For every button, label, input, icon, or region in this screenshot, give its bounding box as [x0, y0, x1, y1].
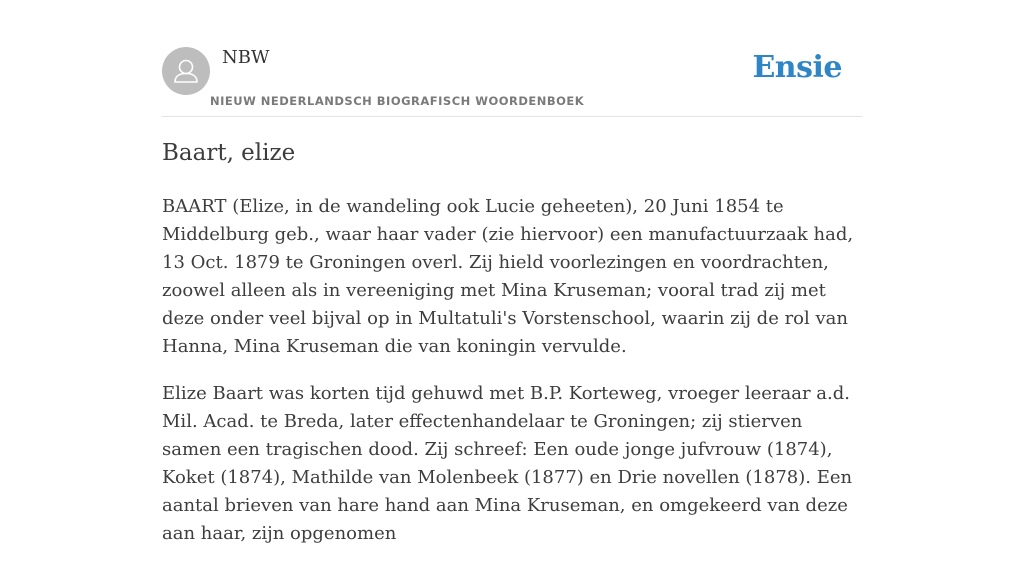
- user-icon: [162, 47, 210, 95]
- article-title: Baart, elize: [162, 140, 296, 166]
- source-avatar[interactable]: [162, 47, 210, 95]
- article-body: [162, 193, 862, 567]
- source-name[interactable]: NBW: [222, 47, 270, 68]
- source-full-name: NIEUW NEDERLANDSCH BIOGRAFISCH WOORDENBOEK: [210, 94, 585, 108]
- brand-logo[interactable]: Ensie: [752, 50, 842, 85]
- article-paragraph: BAART (Elize, in de wandeling ook Lucie geheeten), 20 Juni 1854 te Middelburg geb., waar haar vader (zie hiervoor) een manufactuurzaak had, 13 Oct. 1879 te Groningen overl. Zij hield voorlezingen en voordrachten, zoowel alleen als in vereeniging met Mina Kruseman; vooral trad zij met deze onder veel bijval op in Multatuli's Vorstenschool, waarin zij de rol van Hanna, Mina Kruseman die van koningin vervulde.: [162, 196, 854, 357]
- page-header: [162, 0, 862, 117]
- article-paragraph: Elize Baart was korten tijd gehuwd met B.P. Korteweg, vroeger leeraar a.d. Mil. Acad. te Breda, later effectenhandelaar te Groningen; zij stierven samen een tragischen dood. Zij schreef: Een oude jonge jufvrouw (1874), Koket (1874), Mathilde van Molenbeek (1877) en Drie novellen (1878). Een aantal brieven van hare hand aan Mina Kruseman, en omgekeerd van deze aan haar, zijn opgenomen: [162, 383, 853, 544]
